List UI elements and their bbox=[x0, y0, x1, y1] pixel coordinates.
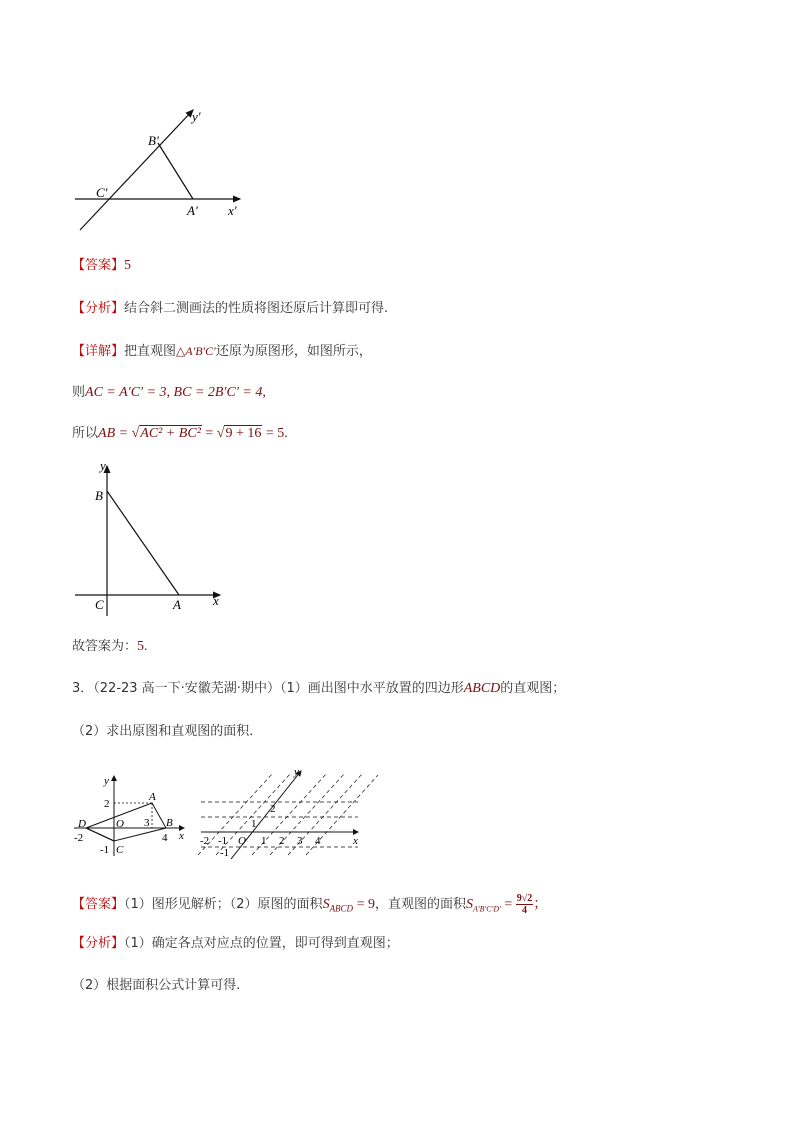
label-x: x bbox=[179, 830, 184, 842]
label-a: A bbox=[173, 597, 181, 612]
detail-line-2 bbox=[72, 384, 266, 402]
y-axis bbox=[80, 110, 193, 230]
figure-quadrilateral-original bbox=[72, 773, 192, 858]
answer-3-part1: （1）图形见解析；（2）原图的面积 bbox=[124, 897, 323, 912]
label-a: A bbox=[149, 791, 156, 803]
sqrt-sign-1: √ bbox=[131, 426, 140, 441]
tick-x-minus-2: -2 bbox=[200, 835, 210, 847]
label-x: x bbox=[213, 593, 219, 608]
answer-1 bbox=[72, 257, 131, 275]
label-o: O bbox=[116, 818, 124, 830]
question-3-text-a: 3．（22-23 高一下·安徽芜湖·期中）（1）画出图中水平放置的四边形 bbox=[72, 681, 464, 696]
tick-x-4: 4 bbox=[162, 832, 168, 844]
label-b: B bbox=[95, 488, 103, 503]
detail-text-a: 把直观图 bbox=[124, 344, 177, 359]
analysis-3-line1: （1）确定各点对应点的位置，即可得到直观图； bbox=[124, 936, 399, 951]
label-c: C′ bbox=[96, 185, 108, 200]
answer-3 bbox=[72, 893, 547, 919]
area-original-s: S bbox=[322, 897, 330, 912]
label-a: A′ bbox=[187, 203, 198, 218]
label-c: C bbox=[95, 597, 104, 612]
detail-line2-prefix: 则 bbox=[72, 385, 86, 400]
analysis-3-tag: 【分析】 bbox=[72, 936, 125, 951]
analysis-1 bbox=[72, 300, 388, 318]
label-x: x′ bbox=[228, 203, 237, 218]
label-d: D bbox=[78, 818, 86, 830]
fraction-numerator: 9√2 bbox=[516, 893, 533, 904]
conclusion-prefix: 故答案为： bbox=[72, 639, 138, 654]
question-3-text-b: 的直观图； bbox=[500, 681, 566, 696]
tick-x-2: 2 bbox=[279, 835, 285, 847]
detail-1 bbox=[72, 342, 372, 361]
label-c: C bbox=[116, 844, 124, 856]
label-y: y′ bbox=[192, 109, 201, 124]
tick-x-3: 3 bbox=[297, 835, 303, 847]
label-o: O bbox=[238, 835, 246, 847]
fraction-denominator: 4 bbox=[522, 905, 528, 916]
answer-value: 5 bbox=[124, 258, 132, 273]
answer-3-end: ； bbox=[533, 897, 548, 912]
tick-y-2: 2 bbox=[104, 798, 110, 810]
analysis-tag: 【分析】 bbox=[72, 301, 125, 316]
area-intuitive-s: S bbox=[465, 897, 473, 912]
tick-x-4: 4 bbox=[315, 835, 321, 847]
analysis-3-line2: （2）根据面积公式计算可得. bbox=[72, 978, 241, 993]
label-b: B′ bbox=[148, 133, 159, 148]
tick-y-minus-1: -1 bbox=[220, 847, 230, 859]
answer-3-part2: ，直观图的面积 bbox=[374, 897, 466, 912]
conclusion-1 bbox=[72, 638, 148, 656]
analysis-3-line-2 bbox=[72, 977, 240, 995]
question-3-part-2: （2）求出原图和直观图的面积． bbox=[72, 724, 263, 739]
detail-line3-ab: AB = bbox=[98, 426, 132, 441]
quadrilateral-abcd bbox=[86, 803, 166, 841]
detail-line2-math: AC = A′C′ = 3, BC = 2B′C′ = 4, bbox=[85, 385, 266, 400]
detail-line3-sqrt1: AC² + BC² bbox=[140, 426, 201, 441]
figure-oblique-grid bbox=[198, 763, 383, 863]
analysis-3 bbox=[72, 935, 399, 953]
detail-line3-sqrt2: 9 + 16 bbox=[225, 426, 262, 441]
detail-line-3 bbox=[72, 425, 288, 443]
analysis-text: 结合斜二测画法的性质将图还原后计算即可得. bbox=[124, 301, 389, 316]
area-intuitive-fraction bbox=[516, 893, 534, 916]
question-3-line-1 bbox=[72, 680, 565, 698]
label-y: y bbox=[104, 775, 109, 787]
label-x: x bbox=[353, 835, 358, 847]
area-original-eq: = 9 bbox=[353, 897, 375, 912]
figure-intuitive-triangle bbox=[70, 105, 250, 235]
area-intuitive-sub: A′B′C′D′ bbox=[472, 904, 501, 914]
area-intuitive-eq: = bbox=[500, 897, 516, 912]
answer-tag: 【答案】 bbox=[72, 258, 125, 273]
detail-text-b: 还原为原图形，如图所示， bbox=[215, 344, 372, 359]
tick-x-minus-1: -1 bbox=[218, 835, 228, 847]
label-y: y bbox=[100, 458, 106, 473]
detail-line3-end: = 5. bbox=[262, 426, 288, 441]
tick-y-1: 1 bbox=[251, 818, 257, 830]
tick-x-minus-2: -2 bbox=[74, 832, 84, 844]
area-original-sub: ABCD bbox=[329, 903, 354, 914]
conclusion-value: 5. bbox=[137, 639, 148, 654]
question-3-line-2 bbox=[72, 723, 262, 741]
tick-x-1: 1 bbox=[261, 835, 267, 847]
label-b: B bbox=[166, 817, 173, 829]
question-3-math: ABCD bbox=[463, 681, 501, 696]
detail-line3-eq: = bbox=[201, 426, 217, 441]
segment-b-a bbox=[107, 491, 179, 595]
segment-b-a bbox=[158, 143, 193, 199]
tick-y-2: 2 bbox=[270, 803, 276, 815]
answer-3-tag: 【答案】 bbox=[72, 897, 125, 912]
detail-line3-prefix: 所以 bbox=[72, 426, 99, 441]
sqrt-sign-2: √ bbox=[216, 426, 225, 441]
tick-y-minus-1: -1 bbox=[100, 844, 110, 856]
figure-original-triangle bbox=[70, 458, 230, 618]
label-y: y bbox=[294, 766, 299, 778]
detail-tag: 【详解】 bbox=[72, 344, 125, 359]
detail-triangle: △A′B′C′ bbox=[176, 344, 216, 358]
tick-x-3: 3 bbox=[144, 817, 150, 829]
diagonal-d-a bbox=[86, 828, 114, 841]
